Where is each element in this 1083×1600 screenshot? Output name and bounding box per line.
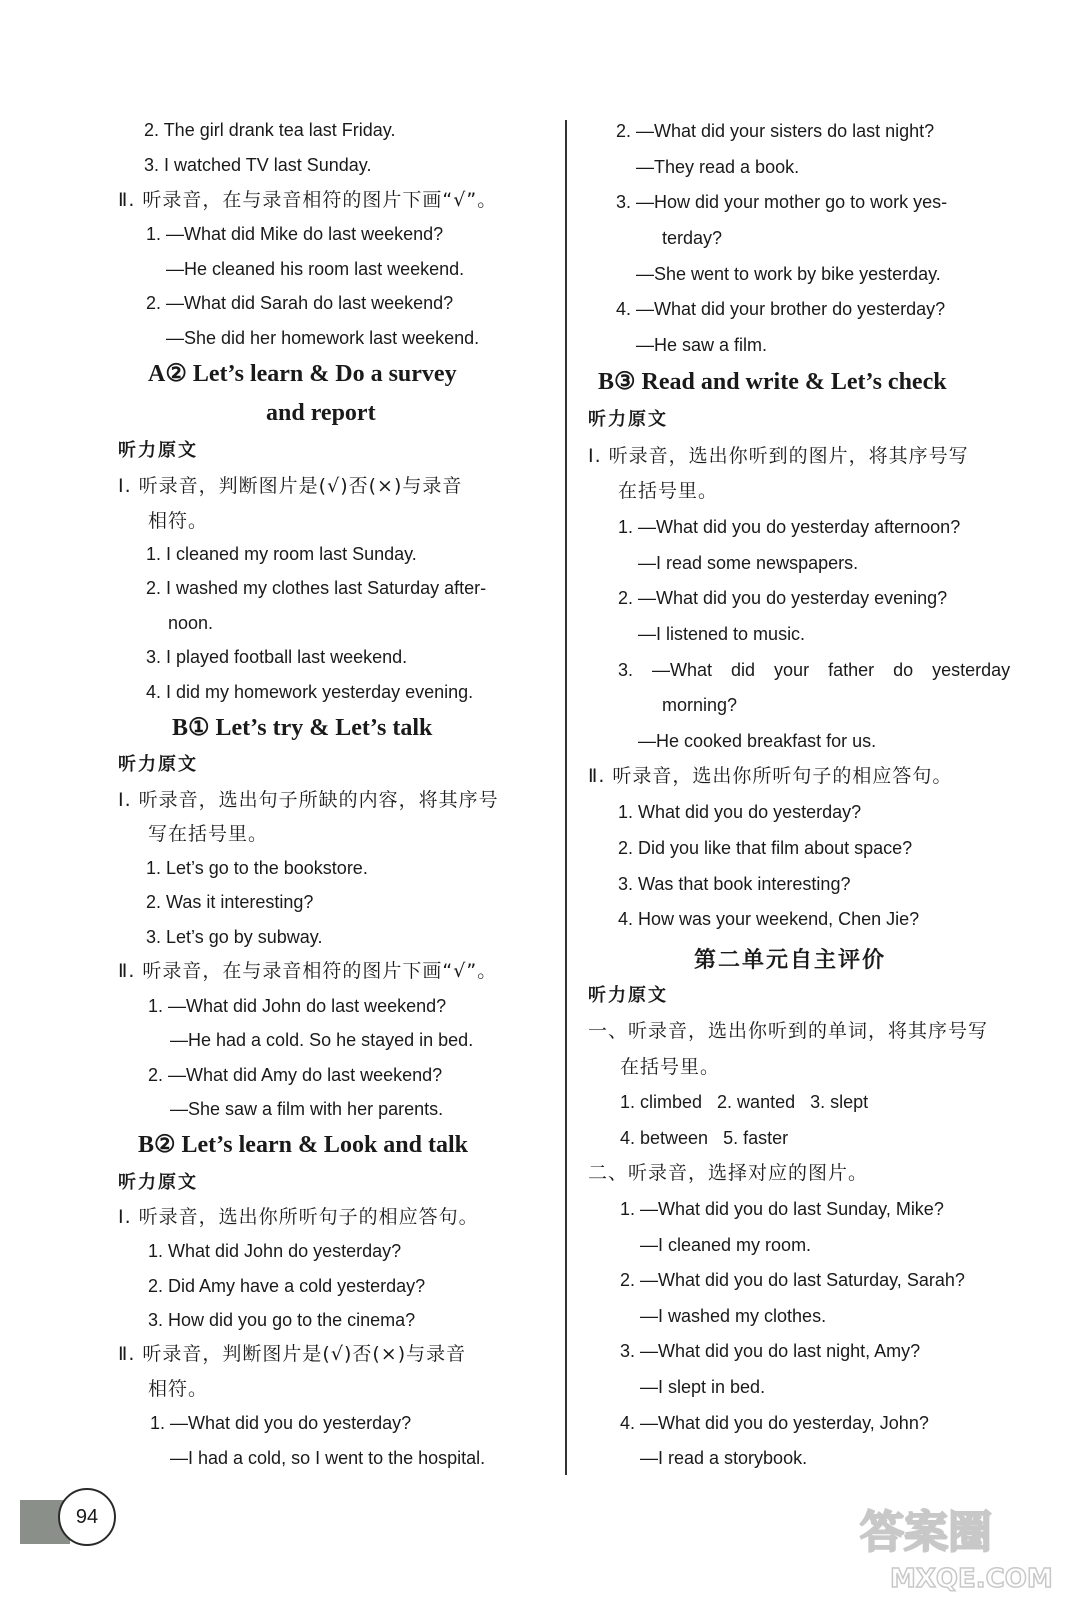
text-line: 2. —What did you do last Saturday, Sarah? — [620, 1270, 965, 1290]
text-line: 4. How was your weekend, Chen Jie? — [618, 909, 920, 929]
section-title-cont: and report — [266, 400, 376, 426]
watermark-text-top: 答案圈 — [860, 1507, 992, 1558]
question-heading: Ⅱ. 听录音，在与录音相符的图片下画“√”。 — [118, 189, 498, 211]
text-line: 3. I played football last weekend. — [146, 647, 408, 667]
text-line: 4. —What did you do yesterday, John? — [620, 1413, 929, 1433]
text-line: 1. Let’s go to the bookstore. — [146, 858, 368, 878]
question-heading: Ⅰ. 听录音，选出你所听句子的相应答句。 — [118, 1206, 479, 1228]
text-line: —I listened to music. — [638, 624, 806, 644]
section-title: A② Let’s learn & Do a survey — [148, 361, 457, 387]
text-line: 1. What did you do yesterday? — [618, 802, 862, 822]
text-line: 3. —How did your mother go to work yes- — [616, 192, 948, 212]
text-line: —He cooked breakfast for us. — [638, 731, 877, 751]
text-line: —I washed my clothes. — [640, 1306, 827, 1326]
text-line: 1. —What did John do last weekend? — [148, 996, 447, 1016]
question-heading: Ⅰ. 听录音，判断图片是(√)否(×)与录音 — [118, 475, 463, 497]
text-line: 4. I did my homework yesterday evening. — [146, 682, 474, 702]
text-line: 2. —What did Sarah do last weekend? — [146, 293, 454, 313]
watermark-text-bottom: MXQE.COM — [890, 1564, 1053, 1594]
section-title: B② Let’s learn & Look and talk — [138, 1132, 468, 1158]
text-line: —He saw a film. — [636, 335, 768, 355]
text-line: 3. How did you go to the cinema? — [148, 1310, 416, 1330]
text-line: —She went to work by bike yesterday. — [636, 264, 941, 284]
text-line: —I had a cold, so I went to the hospital. — [170, 1448, 486, 1468]
listening-text-label: 听力原文 — [588, 985, 668, 1006]
text-line: 3. Let’s go by subway. — [146, 927, 323, 947]
text-line: —I cleaned my room. — [640, 1235, 812, 1255]
text-line: 2. Did Amy have a cold yesterday? — [148, 1276, 426, 1296]
text-line: 1. I cleaned my room last Sunday. — [146, 544, 417, 564]
text-line: —I read a storybook. — [640, 1448, 808, 1468]
text-line: 1. —What did you do last Sunday, Mike? — [620, 1199, 944, 1219]
text-line: noon. — [168, 613, 214, 633]
text-line: 1. —What did you do yesterday? — [150, 1413, 412, 1433]
question-heading: Ⅱ. 听录音，选出你所听句子的相应答句。 — [588, 765, 953, 787]
text-line: 1. —What did Mike do last weekend? — [146, 224, 444, 244]
question-heading: Ⅰ. 听录音，选出你听到的图片，将其序号写 — [588, 445, 969, 467]
section-title: B③ Read and write & Let’s check — [598, 369, 947, 395]
text-line: —She did her homework last weekend. — [166, 328, 480, 348]
listening-text-label: 听力原文 — [118, 440, 198, 461]
text-line: 4. —What did your brother do yesterday? — [616, 299, 946, 319]
text-line: 1. climbed 2. wanted 3. slept — [620, 1092, 869, 1112]
text-line: 1. What did John do yesterday? — [148, 1241, 402, 1261]
question-heading-cont: 在括号里。 — [620, 1056, 721, 1078]
text-line: —She saw a film with her parents. — [170, 1099, 444, 1119]
text-line: morning? — [662, 695, 738, 715]
section-title: B① Let’s try & Let’s talk — [172, 715, 433, 741]
question-heading-cont: 相符。 — [148, 510, 209, 532]
question-heading-cont: 在括号里。 — [618, 480, 719, 502]
text-line: 2. —What did Amy do last weekend? — [148, 1065, 443, 1085]
text-line: —He cleaned his room last weekend. — [166, 259, 465, 279]
question-heading: Ⅱ. 听录音，在与录音相符的图片下画“√”。 — [118, 960, 498, 982]
column-divider — [565, 120, 567, 1475]
text-line: —They read a book. — [636, 157, 800, 177]
question-heading: Ⅱ. 听录音，判断图片是(√)否(×)与录音 — [118, 1343, 467, 1365]
text-line: 3. —What did your father do yesterday — [618, 660, 1011, 680]
listening-text-label: 听力原文 — [588, 409, 668, 430]
text-line: 2. Was it interesting? — [146, 892, 314, 912]
text-line: 4. between 5. faster — [620, 1128, 789, 1148]
text-line: 2. The girl drank tea last Friday. — [144, 120, 396, 140]
text-line: 2. Did you like that film about space? — [618, 838, 913, 858]
listening-text-label: 听力原文 — [118, 754, 198, 775]
text-line: 2. —What did your sisters do last night? — [616, 121, 935, 141]
question-heading: Ⅰ. 听录音，选出句子所缺的内容，将其序号 — [118, 789, 499, 811]
text-line: terday? — [662, 228, 723, 248]
text-line: 3. —What did you do last night, Amy? — [620, 1341, 921, 1361]
text-line: —I slept in bed. — [640, 1377, 766, 1397]
unit-review-title: 第二单元自主评价 — [694, 948, 887, 973]
watermark-logo — [850, 1495, 1070, 1595]
text-line: —He had a cold. So he stayed in bed. — [170, 1030, 474, 1050]
page-number: 94 — [58, 1488, 116, 1546]
text-line: 2. I washed my clothes last Saturday after- — [146, 578, 487, 598]
text-line: 3. I watched TV last Sunday. — [144, 155, 372, 175]
listening-text-label: 听力原文 — [118, 1172, 198, 1193]
text-line: 2. —What did you do yesterday evening? — [618, 588, 948, 608]
question-heading: 二、听录音，选择对应的图片。 — [588, 1162, 869, 1184]
text-line: —I read some newspapers. — [638, 553, 859, 573]
question-heading: 一、听录音，选出你听到的单词，将其序号写 — [588, 1020, 989, 1042]
text-line: 1. —What did you do yesterday afternoon? — [618, 517, 961, 537]
text-line: 3. Was that book interesting? — [618, 874, 851, 894]
question-heading-cont: 写在括号里。 — [148, 823, 269, 845]
question-heading-cont: 相符。 — [148, 1378, 209, 1400]
